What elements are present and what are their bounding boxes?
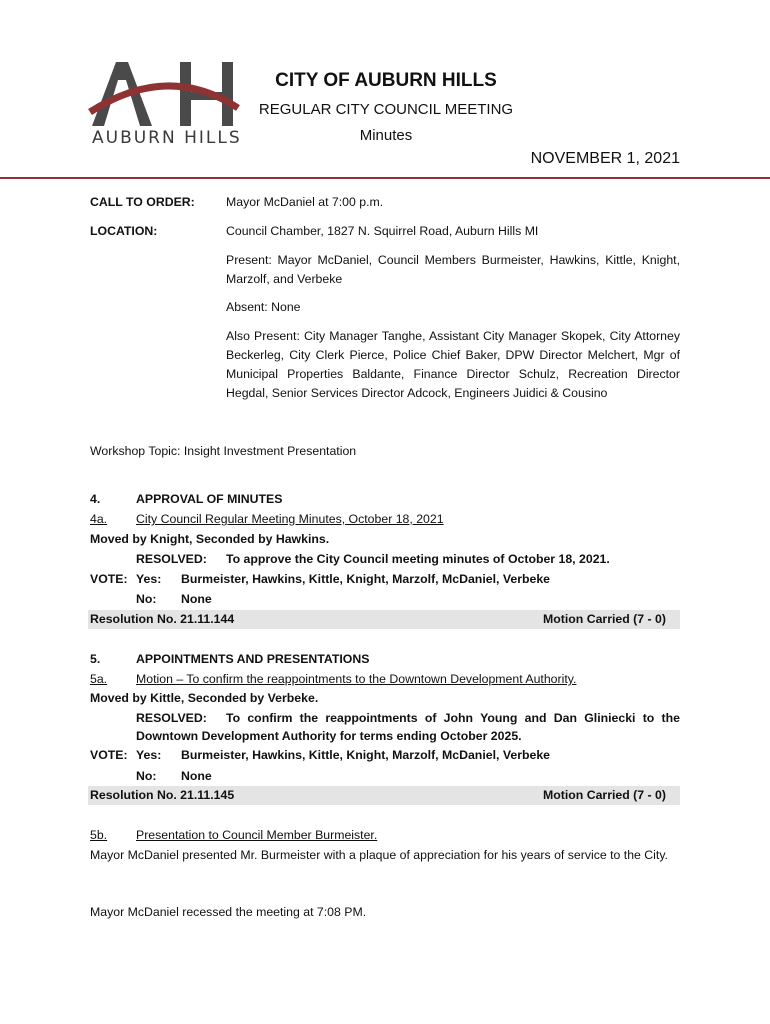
item-5a-number: 5a. [90,672,108,686]
item-5a-title: Motion – To confirm the reappointments to the Downtown Development Authority. [136,672,577,686]
item-4a-vote-label: VOTE: [90,572,128,586]
workshop-topic: Workshop Topic: Insight Investment Presentation [90,444,357,458]
call-to-order-value: Mayor McDaniel at 7:00 p.m. [226,195,384,209]
present-list: Present: Mayor McDaniel, Council Members Burmeister, Hawkins, Kittle, Knight, Marzolf, and Verbeke [226,253,680,286]
meeting-type: REGULAR CITY COUNCIL MEETING [258,101,514,118]
item-4a-number: 4a. [90,512,108,526]
closing-statement: Mayor McDaniel recessed the meeting at 7:08 PM. [90,905,367,919]
item-5a-yes-label: Yes: [136,748,162,762]
item-5b-text: Mayor McDaniel presented Mr. Burmeister with a plaque of appreciation for his years of service to the City. [90,848,668,862]
logo-text: AUBURN HILLS [92,128,242,148]
logo-mark-icon [88,60,243,130]
section-5-title: APPOINTMENTS AND PRESENTATIONS [136,652,370,666]
location-label: LOCATION: [90,224,158,238]
item-5a-resolved-text-2: Downtown Development Authority for terms ending October 2025. [136,729,522,743]
resolution-145: Resolution No. 21.11.145 [90,788,235,802]
item-4a-resolved-label: RESOLVED: [136,552,207,566]
call-to-order-label: CALL TO ORDER: [90,195,195,209]
item-5a-vote-label: VOTE: [90,748,128,762]
auburn-hills-logo [88,60,243,150]
document-title: CITY OF AUBURN HILLS [275,70,497,91]
item-5a-no-label: No: [136,769,157,783]
item-4a-no-names: None [181,592,212,606]
item-4a-moved: Moved by Knight, Seconded by Hawkins. [90,532,330,546]
section-5-number: 5. [90,652,101,666]
item-5a-resolved-label: RESOLVED: [136,711,207,725]
location-value: Council Chamber, 1827 N. Squirrel Road, Auburn Hills MI [226,224,539,238]
item-4a-title: City Council Regular Meeting Minutes, October 18, 2021 [136,512,444,526]
section-4-number: 4. [90,492,101,506]
item-5a-yes-names: Burmeister, Hawkins, Kittle, Knight, Marzolf, McDaniel, Verbeke [181,748,551,762]
item-4a-resolved-text: To approve the City Council meeting minutes of October 18, 2021. [226,552,610,566]
item-5a-no-names: None [181,769,212,783]
item-5a-resolved-text-1: To confirm the reappointments of John Young and Dan Gliniecki to the [226,711,680,725]
also-present-list: Also Present: City Manager Tanghe, Assistant City Manager Skopek, City Attorney Beckerleg, City Clerk Pierce, Police Chief Baker, DPW Director Melchert, Mgr of Municipal Properties Baldante, Finance Director Schulz, Recreation Director Hegdal, Senior Services Director Adcock, Engineers Juidici & Cousino [226,329,680,400]
section-4-title: APPROVAL OF MINUTES [136,492,283,506]
item-5b-number: 5b. [90,828,108,842]
motion-carried-145: Motion Carried (7 - 0) [543,788,666,802]
header-divider [0,177,770,179]
item-5b-title: Presentation to Council Member Burmeister. [136,828,378,842]
item-4a-no-label: No: [136,592,157,606]
resolution-144: Resolution No. 21.11.144 [90,612,235,626]
item-4a-yes-names: Burmeister, Hawkins, Kittle, Knight, Marzolf, McDaniel, Verbeke [181,572,551,586]
item-5a-moved: Moved by Kittle, Seconded by Verbeke. [90,691,319,705]
meeting-date: NOVEMBER 1, 2021 [530,150,680,167]
doc-type: Minutes [359,127,413,144]
item-4a-yes-label: Yes: [136,572,162,586]
motion-carried-144: Motion Carried (7 - 0) [543,612,666,626]
absent-list: Absent: None [226,300,301,314]
